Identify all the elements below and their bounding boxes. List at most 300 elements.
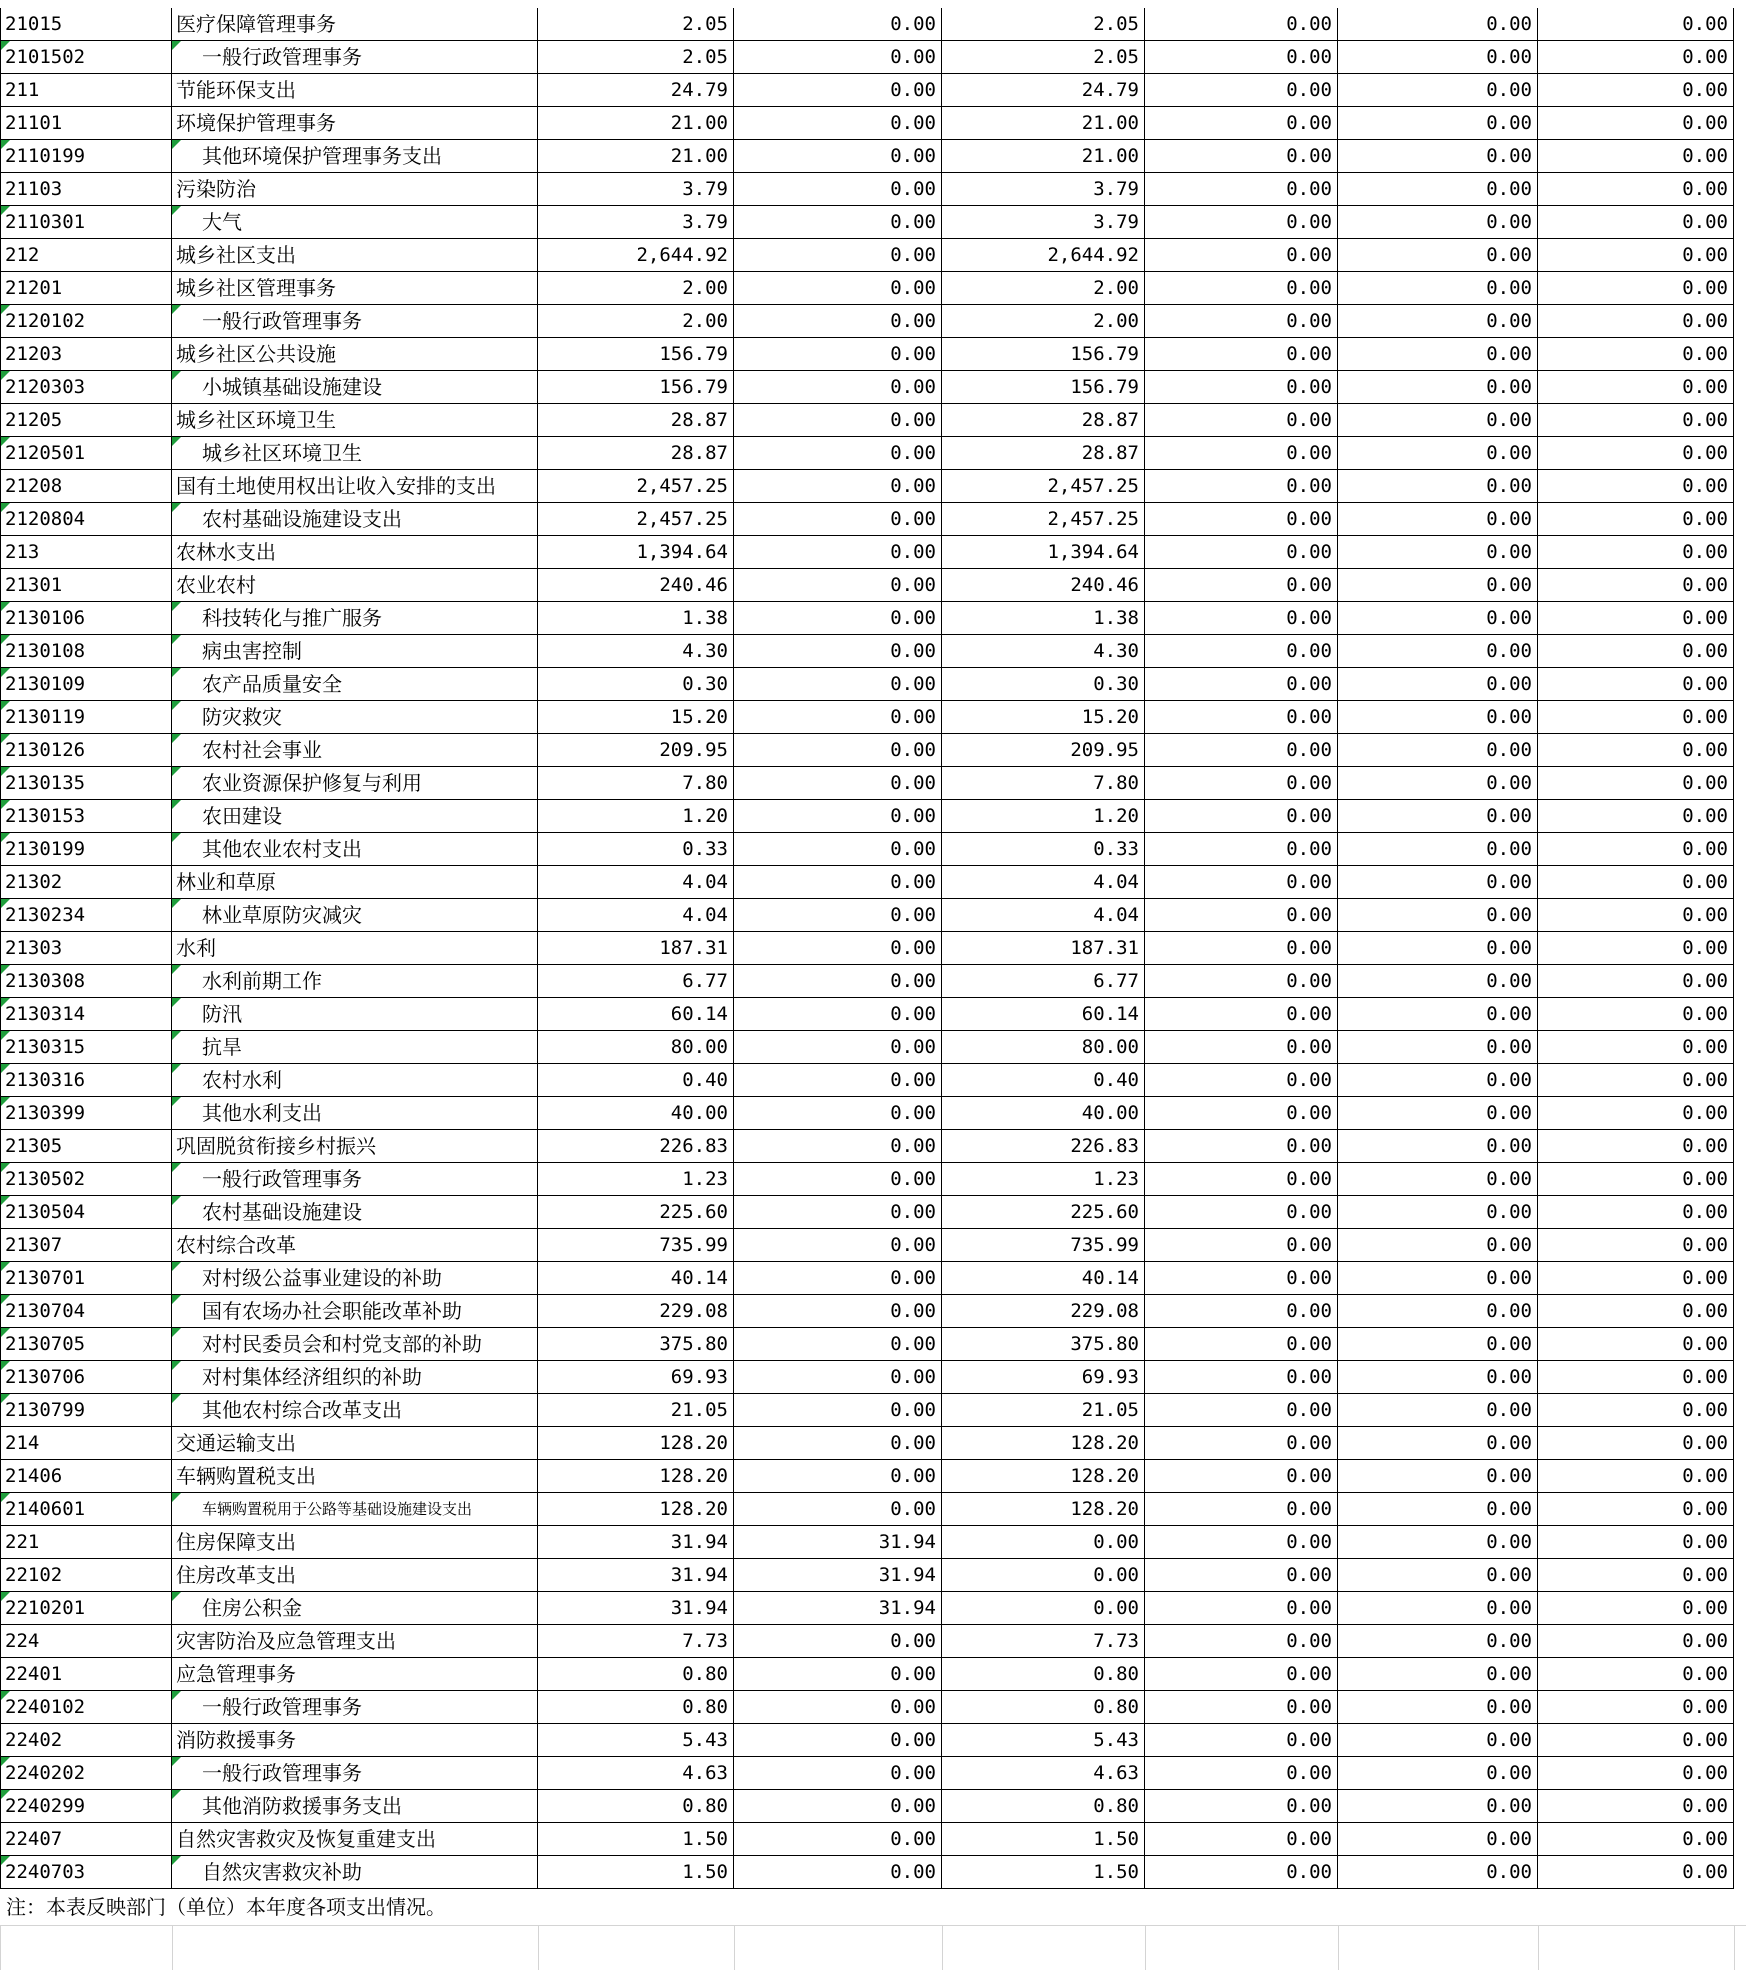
cell-name[interactable]: 对村集体经济组织的补助 [172, 1361, 538, 1394]
cell-name[interactable]: 一般行政管理事务 [172, 41, 538, 74]
cell-value[interactable]: 0.00 [1145, 1031, 1338, 1064]
cell-value[interactable]: 0.00 [1145, 1295, 1338, 1328]
cell-value[interactable]: 80.00 [538, 1031, 734, 1064]
cell-value[interactable]: 240.46 [538, 569, 734, 602]
cell-value[interactable]: 0.00 [1538, 338, 1734, 371]
cell-value[interactable]: 0.00 [734, 1229, 942, 1262]
cell-name[interactable]: 城乡社区管理事务 [172, 272, 538, 305]
cell-value[interactable]: 0.00 [734, 371, 942, 404]
cell-value[interactable]: 2.05 [538, 41, 734, 74]
cell-value[interactable]: 0.00 [1145, 206, 1338, 239]
cell-code[interactable]: 21307 [0, 1229, 172, 1262]
cell-value[interactable]: 21.05 [942, 1394, 1145, 1427]
cell-value[interactable]: 0.00 [734, 1757, 942, 1790]
cell-value[interactable]: 21.00 [942, 140, 1145, 173]
cell-value[interactable]: 2,457.25 [538, 503, 734, 536]
cell-code[interactable]: 22402 [0, 1724, 172, 1757]
cell-value[interactable]: 0.00 [1538, 1526, 1734, 1559]
cell-value[interactable]: 0.00 [734, 1460, 942, 1493]
cell-code[interactable]: 2130315 [0, 1031, 172, 1064]
cell-name[interactable]: 污染防治 [172, 173, 538, 206]
cell-value[interactable]: 0.00 [1538, 1559, 1734, 1592]
cell-value[interactable]: 0.00 [734, 1658, 942, 1691]
cell-value[interactable]: 0.00 [1338, 767, 1538, 800]
cell-value[interactable]: 0.00 [1145, 1097, 1338, 1130]
cell-value[interactable]: 0.00 [1145, 404, 1338, 437]
cell-value[interactable]: 0.00 [734, 206, 942, 239]
cell-value[interactable]: 0.00 [1145, 173, 1338, 206]
cell-value[interactable]: 2,644.92 [538, 239, 734, 272]
cell-value[interactable]: 0.00 [1538, 1790, 1734, 1823]
cell-name[interactable]: 抗旱 [172, 1031, 538, 1064]
cell-code[interactable]: 224 [0, 1625, 172, 1658]
cell-value[interactable]: 0.00 [1145, 1559, 1338, 1592]
cell-code[interactable]: 2130502 [0, 1163, 172, 1196]
cell-value[interactable]: 156.79 [942, 371, 1145, 404]
cell-value[interactable]: 0.80 [942, 1691, 1145, 1724]
cell-value[interactable]: 7.80 [538, 767, 734, 800]
cell-code[interactable]: 21302 [0, 866, 172, 899]
cell-name[interactable]: 对村民委员会和村党支部的补助 [172, 1328, 538, 1361]
cell-value[interactable]: 1.20 [942, 800, 1145, 833]
cell-value[interactable]: 0.00 [1145, 1658, 1338, 1691]
cell-value[interactable]: 0.00 [1145, 569, 1338, 602]
cell-value[interactable]: 28.87 [538, 437, 734, 470]
cell-value[interactable]: 226.83 [538, 1130, 734, 1163]
cell-value[interactable]: 0.00 [1538, 1625, 1734, 1658]
cell-code[interactable]: 2120303 [0, 371, 172, 404]
cell-value[interactable]: 240.46 [942, 569, 1145, 602]
cell-name[interactable]: 农产品质量安全 [172, 668, 538, 701]
cell-value[interactable]: 21.00 [942, 107, 1145, 140]
cell-code[interactable]: 21301 [0, 569, 172, 602]
cell-value[interactable]: 0.00 [1145, 1592, 1338, 1625]
cell-value[interactable]: 0.00 [1145, 998, 1338, 1031]
cell-value[interactable]: 0.00 [1538, 932, 1734, 965]
cell-value[interactable]: 0.80 [538, 1658, 734, 1691]
cell-value[interactable]: 0.00 [734, 1691, 942, 1724]
cell-value[interactable]: 0.80 [538, 1790, 734, 1823]
cell-value[interactable]: 0.00 [1338, 74, 1538, 107]
cell-name[interactable]: 应急管理事务 [172, 1658, 538, 1691]
cell-value[interactable]: 0.00 [1145, 305, 1338, 338]
cell-value[interactable]: 0.00 [1538, 998, 1734, 1031]
cell-name[interactable]: 住房保障支出 [172, 1526, 538, 1559]
cell-value[interactable]: 1,394.64 [538, 536, 734, 569]
cell-name[interactable]: 一般行政管理事务 [172, 1757, 538, 1790]
cell-value[interactable]: 375.80 [538, 1328, 734, 1361]
cell-code[interactable]: 213 [0, 536, 172, 569]
cell-value[interactable]: 0.00 [1338, 1559, 1538, 1592]
cell-value[interactable]: 0.00 [1538, 1691, 1734, 1724]
cell-value[interactable]: 0.00 [1145, 1196, 1338, 1229]
cell-value[interactable]: 0.00 [1538, 569, 1734, 602]
cell-value[interactable]: 0.00 [1338, 536, 1538, 569]
cell-value[interactable]: 0.00 [1538, 668, 1734, 701]
cell-value[interactable]: 0.00 [1338, 1229, 1538, 1262]
cell-value[interactable]: 0.00 [1145, 1130, 1338, 1163]
cell-value[interactable]: 187.31 [942, 932, 1145, 965]
cell-name[interactable]: 城乡社区环境卫生 [172, 437, 538, 470]
cell-value[interactable]: 21.00 [538, 107, 734, 140]
cell-code[interactable]: 2120804 [0, 503, 172, 536]
cell-value[interactable]: 0.00 [1538, 272, 1734, 305]
cell-value[interactable]: 2,644.92 [942, 239, 1145, 272]
cell-code[interactable]: 21101 [0, 107, 172, 140]
cell-code[interactable]: 2130701 [0, 1262, 172, 1295]
cell-value[interactable]: 0.00 [1338, 1757, 1538, 1790]
cell-value[interactable]: 0.40 [942, 1064, 1145, 1097]
cell-value[interactable]: 0.00 [1338, 1031, 1538, 1064]
cell-name[interactable]: 车辆购置税支出 [172, 1460, 538, 1493]
cell-value[interactable]: 0.00 [734, 8, 942, 41]
cell-value[interactable]: 0.00 [1538, 74, 1734, 107]
cell-value[interactable]: 21.00 [538, 140, 734, 173]
cell-value[interactable]: 4.30 [942, 635, 1145, 668]
cell-name[interactable]: 一般行政管理事务 [172, 305, 538, 338]
cell-name[interactable]: 病虫害控制 [172, 635, 538, 668]
cell-value[interactable]: 0.00 [734, 767, 942, 800]
cell-name[interactable]: 国有农场办社会职能改革补助 [172, 1295, 538, 1328]
cell-value[interactable]: 0.00 [734, 107, 942, 140]
cell-value[interactable]: 0.00 [1338, 8, 1538, 41]
cell-value[interactable]: 69.93 [942, 1361, 1145, 1394]
cell-value[interactable]: 0.00 [734, 272, 942, 305]
cell-value[interactable]: 1.23 [942, 1163, 1145, 1196]
cell-value[interactable]: 15.20 [538, 701, 734, 734]
cell-value[interactable]: 0.00 [1145, 701, 1338, 734]
cell-value[interactable]: 0.00 [1145, 899, 1338, 932]
cell-value[interactable]: 0.00 [1145, 1328, 1338, 1361]
cell-value[interactable]: 0.00 [1538, 173, 1734, 206]
cell-name[interactable]: 车辆购置税用于公路等基础设施建设支出 [172, 1493, 538, 1526]
cell-value[interactable]: 0.00 [1538, 866, 1734, 899]
cell-code[interactable]: 21015 [0, 8, 172, 41]
cell-value[interactable]: 0.00 [1338, 866, 1538, 899]
cell-name[interactable]: 农村基础设施建设 [172, 1196, 538, 1229]
cell-value[interactable]: 0.00 [1538, 1229, 1734, 1262]
cell-value[interactable]: 229.08 [942, 1295, 1145, 1328]
cell-value[interactable]: 0.00 [1538, 734, 1734, 767]
cell-code[interactable]: 21201 [0, 272, 172, 305]
cell-code[interactable]: 211 [0, 74, 172, 107]
cell-name[interactable]: 科技转化与推广服务 [172, 602, 538, 635]
cell-value[interactable]: 0.00 [734, 1262, 942, 1295]
cell-code[interactable]: 2130153 [0, 800, 172, 833]
cell-value[interactable]: 0.00 [1538, 1724, 1734, 1757]
cell-value[interactable]: 0.00 [1338, 833, 1538, 866]
cell-code[interactable]: 21305 [0, 1130, 172, 1163]
cell-name[interactable]: 环境保护管理事务 [172, 107, 538, 140]
cell-value[interactable]: 0.00 [1338, 371, 1538, 404]
cell-value[interactable]: 0.00 [1145, 1856, 1338, 1889]
cell-name[interactable]: 林业草原防灾减灾 [172, 899, 538, 932]
cell-value[interactable]: 0.00 [1538, 437, 1734, 470]
cell-value[interactable]: 0.00 [1145, 866, 1338, 899]
cell-value[interactable]: 69.93 [538, 1361, 734, 1394]
cell-value[interactable]: 40.14 [942, 1262, 1145, 1295]
cell-value[interactable]: 0.00 [1338, 569, 1538, 602]
cell-code[interactable]: 2130119 [0, 701, 172, 734]
cell-value[interactable]: 0.00 [734, 536, 942, 569]
cell-code[interactable]: 2240703 [0, 1856, 172, 1889]
cell-value[interactable]: 0.00 [1338, 701, 1538, 734]
cell-value[interactable]: 0.00 [1338, 1790, 1538, 1823]
cell-value[interactable]: 0.80 [538, 1691, 734, 1724]
cell-name[interactable]: 其他消防救援事务支出 [172, 1790, 538, 1823]
cell-value[interactable]: 2,457.25 [942, 503, 1145, 536]
cell-value[interactable]: 735.99 [942, 1229, 1145, 1262]
cell-value[interactable]: 2.00 [538, 305, 734, 338]
cell-value[interactable]: 0.00 [1538, 503, 1734, 536]
cell-value[interactable]: 0.00 [734, 1625, 942, 1658]
cell-value[interactable]: 0.00 [1338, 1196, 1538, 1229]
cell-value[interactable]: 156.79 [538, 338, 734, 371]
cell-value[interactable]: 0.00 [1145, 239, 1338, 272]
cell-value[interactable]: 0.00 [1538, 371, 1734, 404]
cell-value[interactable]: 0.00 [1338, 1130, 1538, 1163]
cell-code[interactable]: 22407 [0, 1823, 172, 1856]
cell-value[interactable]: 0.00 [1338, 1097, 1538, 1130]
cell-value[interactable]: 2.05 [942, 41, 1145, 74]
cell-value[interactable]: 0.00 [734, 668, 942, 701]
cell-value[interactable]: 0.00 [942, 1592, 1145, 1625]
cell-value[interactable]: 0.00 [1145, 965, 1338, 998]
cell-value[interactable]: 209.95 [942, 734, 1145, 767]
cell-value[interactable]: 0.00 [1338, 1658, 1538, 1691]
cell-value[interactable]: 0.00 [1338, 1493, 1538, 1526]
cell-value[interactable]: 128.20 [538, 1427, 734, 1460]
cell-value[interactable]: 128.20 [942, 1460, 1145, 1493]
cell-code[interactable]: 2240102 [0, 1691, 172, 1724]
cell-code[interactable]: 21303 [0, 932, 172, 965]
cell-value[interactable]: 0.00 [1538, 239, 1734, 272]
cell-value[interactable]: 0.00 [1145, 338, 1338, 371]
cell-value[interactable]: 0.00 [1538, 1262, 1734, 1295]
cell-value[interactable]: 0.00 [1538, 1295, 1734, 1328]
cell-value[interactable]: 5.43 [942, 1724, 1145, 1757]
cell-name[interactable]: 防灾救灾 [172, 701, 538, 734]
cell-value[interactable]: 0.00 [1145, 272, 1338, 305]
cell-value[interactable]: 2.00 [942, 272, 1145, 305]
cell-value[interactable]: 40.14 [538, 1262, 734, 1295]
cell-value[interactable]: 0.00 [1338, 1064, 1538, 1097]
cell-code[interactable]: 2130706 [0, 1361, 172, 1394]
cell-value[interactable]: 0.00 [734, 1097, 942, 1130]
cell-name[interactable]: 住房公积金 [172, 1592, 538, 1625]
cell-code[interactable]: 2240202 [0, 1757, 172, 1790]
cell-value[interactable]: 0.00 [734, 41, 942, 74]
cell-code[interactable]: 214 [0, 1427, 172, 1460]
cell-value[interactable]: 0.00 [1338, 1592, 1538, 1625]
cell-value[interactable]: 1,394.64 [942, 536, 1145, 569]
cell-value[interactable]: 2,457.25 [942, 470, 1145, 503]
cell-value[interactable]: 0.00 [1338, 1262, 1538, 1295]
cell-value[interactable]: 0.00 [1538, 206, 1734, 239]
cell-value[interactable]: 0.00 [734, 866, 942, 899]
cell-value[interactable]: 0.00 [1145, 602, 1338, 635]
cell-value[interactable]: 0.30 [538, 668, 734, 701]
cell-value[interactable]: 3.79 [942, 206, 1145, 239]
cell-name[interactable]: 其他农村综合改革支出 [172, 1394, 538, 1427]
cell-name[interactable]: 农田建设 [172, 800, 538, 833]
cell-value[interactable]: 128.20 [538, 1460, 734, 1493]
cell-value[interactable]: 0.00 [1538, 1460, 1734, 1493]
cell-value[interactable]: 0.00 [734, 1163, 942, 1196]
cell-value[interactable]: 0.00 [1145, 371, 1338, 404]
cell-value[interactable]: 0.00 [734, 701, 942, 734]
cell-value[interactable]: 0.00 [1538, 899, 1734, 932]
cell-value[interactable]: 0.00 [1538, 536, 1734, 569]
cell-value[interactable]: 0.00 [734, 1295, 942, 1328]
cell-value[interactable]: 0.00 [1338, 1427, 1538, 1460]
cell-value[interactable]: 1.50 [538, 1823, 734, 1856]
cell-value[interactable]: 0.00 [734, 602, 942, 635]
cell-value[interactable]: 31.94 [538, 1592, 734, 1625]
cell-value[interactable]: 0.00 [1338, 734, 1538, 767]
cell-value[interactable]: 0.00 [1538, 1361, 1734, 1394]
cell-value[interactable]: 0.00 [1145, 1790, 1338, 1823]
cell-value[interactable]: 21.05 [538, 1394, 734, 1427]
cell-value[interactable]: 0.00 [1145, 74, 1338, 107]
cell-code[interactable]: 2140601 [0, 1493, 172, 1526]
cell-value[interactable]: 0.00 [1338, 305, 1538, 338]
cell-value[interactable]: 0.00 [734, 1790, 942, 1823]
cell-value[interactable]: 0.00 [1145, 1361, 1338, 1394]
cell-value[interactable]: 229.08 [538, 1295, 734, 1328]
cell-value[interactable]: 0.00 [1338, 1163, 1538, 1196]
cell-name[interactable]: 一般行政管理事务 [172, 1691, 538, 1724]
cell-code[interactable]: 2130234 [0, 899, 172, 932]
cell-value[interactable]: 128.20 [538, 1493, 734, 1526]
cell-code[interactable]: 2110199 [0, 140, 172, 173]
cell-name[interactable]: 巩固脱贫衔接乡村振兴 [172, 1130, 538, 1163]
cell-code[interactable]: 2130704 [0, 1295, 172, 1328]
cell-value[interactable]: 0.00 [734, 635, 942, 668]
cell-value[interactable]: 0.00 [1145, 1493, 1338, 1526]
cell-value[interactable]: 225.60 [942, 1196, 1145, 1229]
cell-code[interactable]: 21205 [0, 404, 172, 437]
cell-value[interactable]: 31.94 [734, 1559, 942, 1592]
cell-value[interactable]: 7.73 [942, 1625, 1145, 1658]
cell-value[interactable]: 0.00 [734, 437, 942, 470]
cell-value[interactable]: 0.00 [1538, 602, 1734, 635]
cell-name[interactable]: 国有土地使用权出让收入安排的支出 [172, 470, 538, 503]
cell-name[interactable]: 小城镇基础设施建设 [172, 371, 538, 404]
cell-value[interactable]: 0.00 [734, 503, 942, 536]
cell-value[interactable]: 0.00 [1145, 1394, 1338, 1427]
cell-value[interactable]: 0.00 [1145, 1691, 1338, 1724]
cell-name[interactable]: 农业资源保护修复与利用 [172, 767, 538, 800]
cell-code[interactable]: 2101502 [0, 41, 172, 74]
cell-value[interactable]: 0.80 [942, 1658, 1145, 1691]
cell-value[interactable]: 0.00 [1338, 173, 1538, 206]
cell-value[interactable]: 0.00 [1338, 998, 1538, 1031]
cell-code[interactable]: 2120501 [0, 437, 172, 470]
cell-value[interactable]: 1.23 [538, 1163, 734, 1196]
cell-code[interactable]: 2130308 [0, 965, 172, 998]
cell-value[interactable]: 0.00 [1145, 41, 1338, 74]
cell-value[interactable]: 0.00 [1338, 1823, 1538, 1856]
cell-code[interactable]: 2130109 [0, 668, 172, 701]
cell-value[interactable]: 0.00 [1538, 1031, 1734, 1064]
cell-value[interactable]: 0.00 [1338, 272, 1538, 305]
cell-value[interactable]: 0.00 [1338, 602, 1538, 635]
cell-value[interactable]: 225.60 [538, 1196, 734, 1229]
cell-value[interactable]: 4.63 [538, 1757, 734, 1790]
cell-code[interactable]: 21203 [0, 338, 172, 371]
cell-value[interactable]: 735.99 [538, 1229, 734, 1262]
cell-value[interactable]: 0.00 [1338, 1526, 1538, 1559]
cell-name[interactable]: 大气 [172, 206, 538, 239]
cell-code[interactable]: 2130135 [0, 767, 172, 800]
cell-value[interactable]: 60.14 [538, 998, 734, 1031]
cell-value[interactable]: 2,457.25 [538, 470, 734, 503]
cell-value[interactable]: 1.38 [538, 602, 734, 635]
cell-value[interactable]: 0.00 [1145, 503, 1338, 536]
cell-name[interactable]: 灾害防治及应急管理支出 [172, 1625, 538, 1658]
cell-value[interactable]: 0.00 [1338, 1361, 1538, 1394]
cell-value[interactable]: 3.79 [942, 173, 1145, 206]
cell-name[interactable]: 住房改革支出 [172, 1559, 538, 1592]
cell-value[interactable]: 0.00 [1338, 1460, 1538, 1493]
cell-value[interactable]: 0.00 [1538, 1064, 1734, 1097]
cell-value[interactable]: 0.00 [1338, 206, 1538, 239]
cell-value[interactable]: 0.00 [1338, 1691, 1538, 1724]
cell-value[interactable]: 0.00 [734, 239, 942, 272]
cell-value[interactable]: 0.00 [942, 1526, 1145, 1559]
cell-value[interactable]: 0.00 [734, 338, 942, 371]
cell-value[interactable]: 0.00 [734, 965, 942, 998]
cell-value[interactable]: 0.00 [1538, 1328, 1734, 1361]
cell-value[interactable]: 0.33 [538, 833, 734, 866]
cell-value[interactable]: 0.00 [1338, 1394, 1538, 1427]
cell-value[interactable]: 0.00 [734, 1493, 942, 1526]
cell-name[interactable]: 农村社会事业 [172, 734, 538, 767]
cell-value[interactable]: 0.00 [1338, 932, 1538, 965]
cell-value[interactable]: 0.00 [1145, 140, 1338, 173]
cell-value[interactable]: 375.80 [942, 1328, 1145, 1361]
cell-value[interactable]: 24.79 [942, 74, 1145, 107]
cell-value[interactable]: 0.00 [734, 1064, 942, 1097]
cell-value[interactable]: 0.00 [1538, 1592, 1734, 1625]
cell-value[interactable]: 24.79 [538, 74, 734, 107]
cell-value[interactable]: 1.50 [942, 1856, 1145, 1889]
cell-value[interactable]: 0.00 [734, 1361, 942, 1394]
cell-value[interactable]: 0.33 [942, 833, 1145, 866]
cell-value[interactable]: 28.87 [538, 404, 734, 437]
cell-value[interactable]: 0.00 [734, 140, 942, 173]
cell-value[interactable]: 0.00 [734, 1031, 942, 1064]
cell-value[interactable]: 0.00 [1145, 668, 1338, 701]
cell-value[interactable]: 0.00 [1338, 107, 1538, 140]
cell-value[interactable]: 0.00 [1145, 1427, 1338, 1460]
cell-name[interactable]: 农村综合改革 [172, 1229, 538, 1262]
cell-value[interactable]: 0.00 [1338, 800, 1538, 833]
cell-value[interactable]: 0.00 [1538, 404, 1734, 437]
cell-value[interactable]: 2.05 [942, 8, 1145, 41]
cell-code[interactable]: 2130705 [0, 1328, 172, 1361]
cell-value[interactable]: 128.20 [942, 1493, 1145, 1526]
cell-value[interactable]: 0.00 [1338, 1856, 1538, 1889]
cell-value[interactable]: 0.00 [1538, 1196, 1734, 1229]
cell-value[interactable]: 128.20 [942, 1427, 1145, 1460]
cell-value[interactable]: 0.00 [1538, 1163, 1734, 1196]
cell-name[interactable]: 林业和草原 [172, 866, 538, 899]
cell-value[interactable]: 0.00 [1145, 1526, 1338, 1559]
cell-value[interactable]: 0.00 [1338, 404, 1538, 437]
cell-code[interactable]: 2130106 [0, 602, 172, 635]
